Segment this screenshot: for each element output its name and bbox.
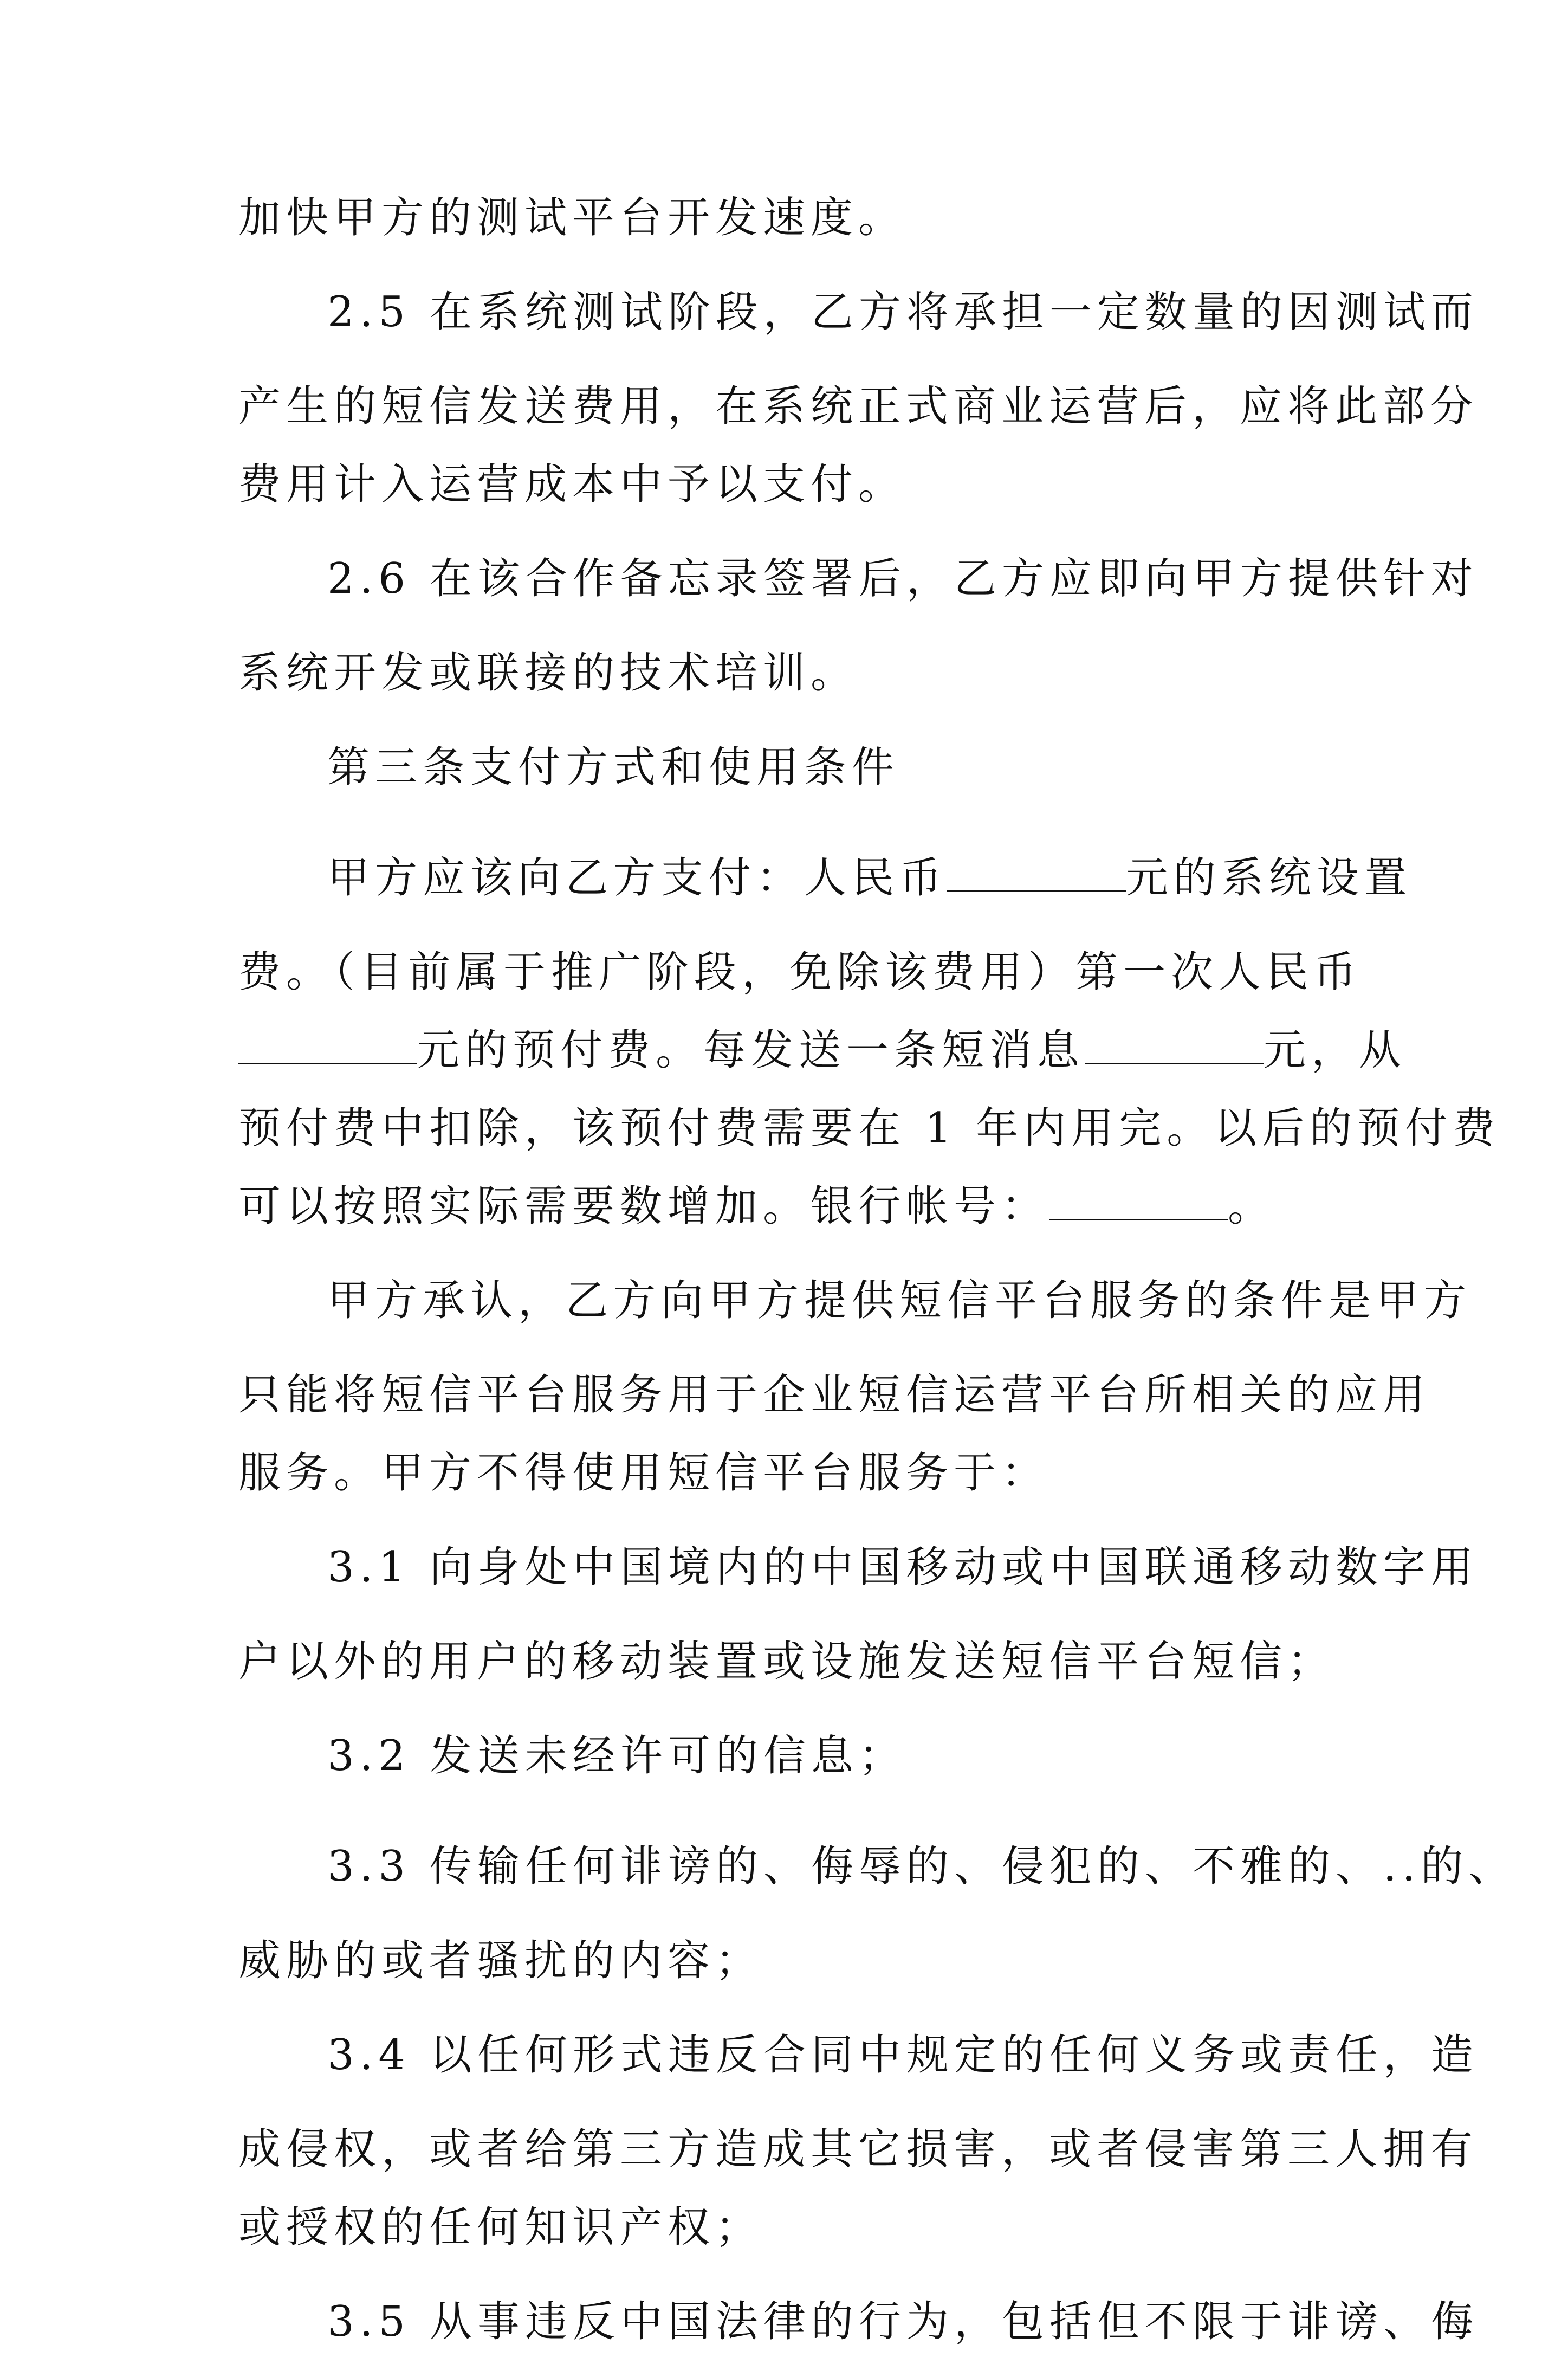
paragraph-line bbox=[238, 1922, 1344, 2000]
text: 系统开发或联接的技术培训。 bbox=[238, 649, 859, 697]
fill-in-blank bbox=[1049, 1177, 1228, 1220]
paragraph-line bbox=[238, 1512, 1479, 1623]
text: 甲方承认，乙方向甲方提供短信平台服务的条件是甲方 bbox=[327, 1276, 1472, 1325]
paragraph-line bbox=[238, 257, 1479, 367]
paragraph-line bbox=[238, 823, 1413, 933]
paragraph-line bbox=[238, 1434, 1344, 1512]
paragraph-line bbox=[238, 1356, 1431, 1434]
text: 3.1 向身处中国境内的中国移动或中国联通移动数字用 bbox=[327, 1543, 1479, 1592]
paragraph-line bbox=[238, 1011, 1407, 1089]
text: 元的预付费。每发送一条短消息 bbox=[417, 1026, 1085, 1075]
text: 元，从 bbox=[1264, 1026, 1407, 1075]
text: 甲方应该向乙方支付：人民币 bbox=[327, 854, 948, 902]
section-heading bbox=[238, 712, 1344, 823]
fill-in-blank bbox=[1085, 1020, 1264, 1064]
paragraph-line bbox=[238, 524, 1479, 634]
text: 元的系统设置 bbox=[1126, 854, 1413, 902]
paragraph-line bbox=[238, 2110, 1479, 2188]
paragraph-line bbox=[238, 445, 1344, 524]
text: 。 bbox=[1228, 1182, 1276, 1231]
paragraph-line bbox=[238, 1089, 1501, 1167]
paragraph-line bbox=[238, 1245, 1472, 1356]
paragraph-line bbox=[238, 2000, 1479, 2110]
paragraph-line bbox=[238, 1811, 1517, 1922]
paragraph-line bbox=[238, 933, 1362, 1011]
text: 3.4 以任何形式违反合同中规定的任何义务或责任，造 bbox=[327, 2031, 1479, 2079]
text: 只能将短信平台服务用于企业短信运营平台所相关的应用 bbox=[238, 1371, 1431, 1419]
fill-in-blank bbox=[238, 1020, 417, 1064]
text: 预付费中扣除，该预付费需要在 1 年内用完。以后的预付费 bbox=[238, 1104, 1501, 1153]
text: 加快甲方的测试平台开发速度。 bbox=[238, 193, 906, 242]
text: 威胁的或者骚扰的内容； bbox=[238, 1936, 763, 1985]
text: 可以按照实际需要数增加。银行帐号： bbox=[238, 1182, 1049, 1231]
text: 第三条支付方式和使用条件 bbox=[327, 743, 900, 792]
paragraph-line bbox=[238, 1167, 1344, 1245]
text: 3.2 发送未经许可的信息； bbox=[327, 1732, 906, 1780]
text: 3.3 传输任何诽谤的、侮辱的、侵犯的、不雅的、..的、 bbox=[327, 1842, 1517, 1891]
document-body bbox=[238, 179, 1517, 2377]
text: 户以外的用户的移动装置或设施发送短信平台短信； bbox=[238, 1637, 1336, 1686]
paragraph-line bbox=[238, 179, 1344, 257]
text: 产生的短信发送费用，在系统正式商业运营后，应将此部分 bbox=[238, 382, 1479, 431]
paragraph-line bbox=[238, 634, 1344, 712]
text: 3.5 从事违反中国法律的行为，包括但不限于诽谤、侮 bbox=[327, 2297, 1479, 2346]
text: 费。（目前属于推广阶段，免除该费用）第一次人民币 bbox=[238, 948, 1362, 997]
fill-in-blank bbox=[947, 848, 1126, 892]
paragraph-line bbox=[238, 2188, 1344, 2266]
paragraph-line bbox=[238, 2266, 1479, 2377]
text: 服务。甲方不得使用短信平台服务于： bbox=[238, 1449, 1049, 1497]
text: 或授权的任何知识产权； bbox=[238, 2203, 763, 2252]
text: 2.6 在该合作备忘录签署后，乙方应即向甲方提供针对 bbox=[327, 554, 1479, 603]
paragraph-line bbox=[238, 367, 1479, 445]
text: 2.5 在系统测试阶段，乙方将承担一定数量的因测试而 bbox=[327, 288, 1479, 337]
paragraph-line bbox=[238, 1701, 1344, 1811]
text: 费用计入运营成本中予以支付。 bbox=[238, 460, 906, 509]
paragraph-line bbox=[238, 1623, 1344, 1701]
text: 成侵权，或者给第三方造成其它损害，或者侵害第三人拥有 bbox=[238, 2125, 1479, 2174]
